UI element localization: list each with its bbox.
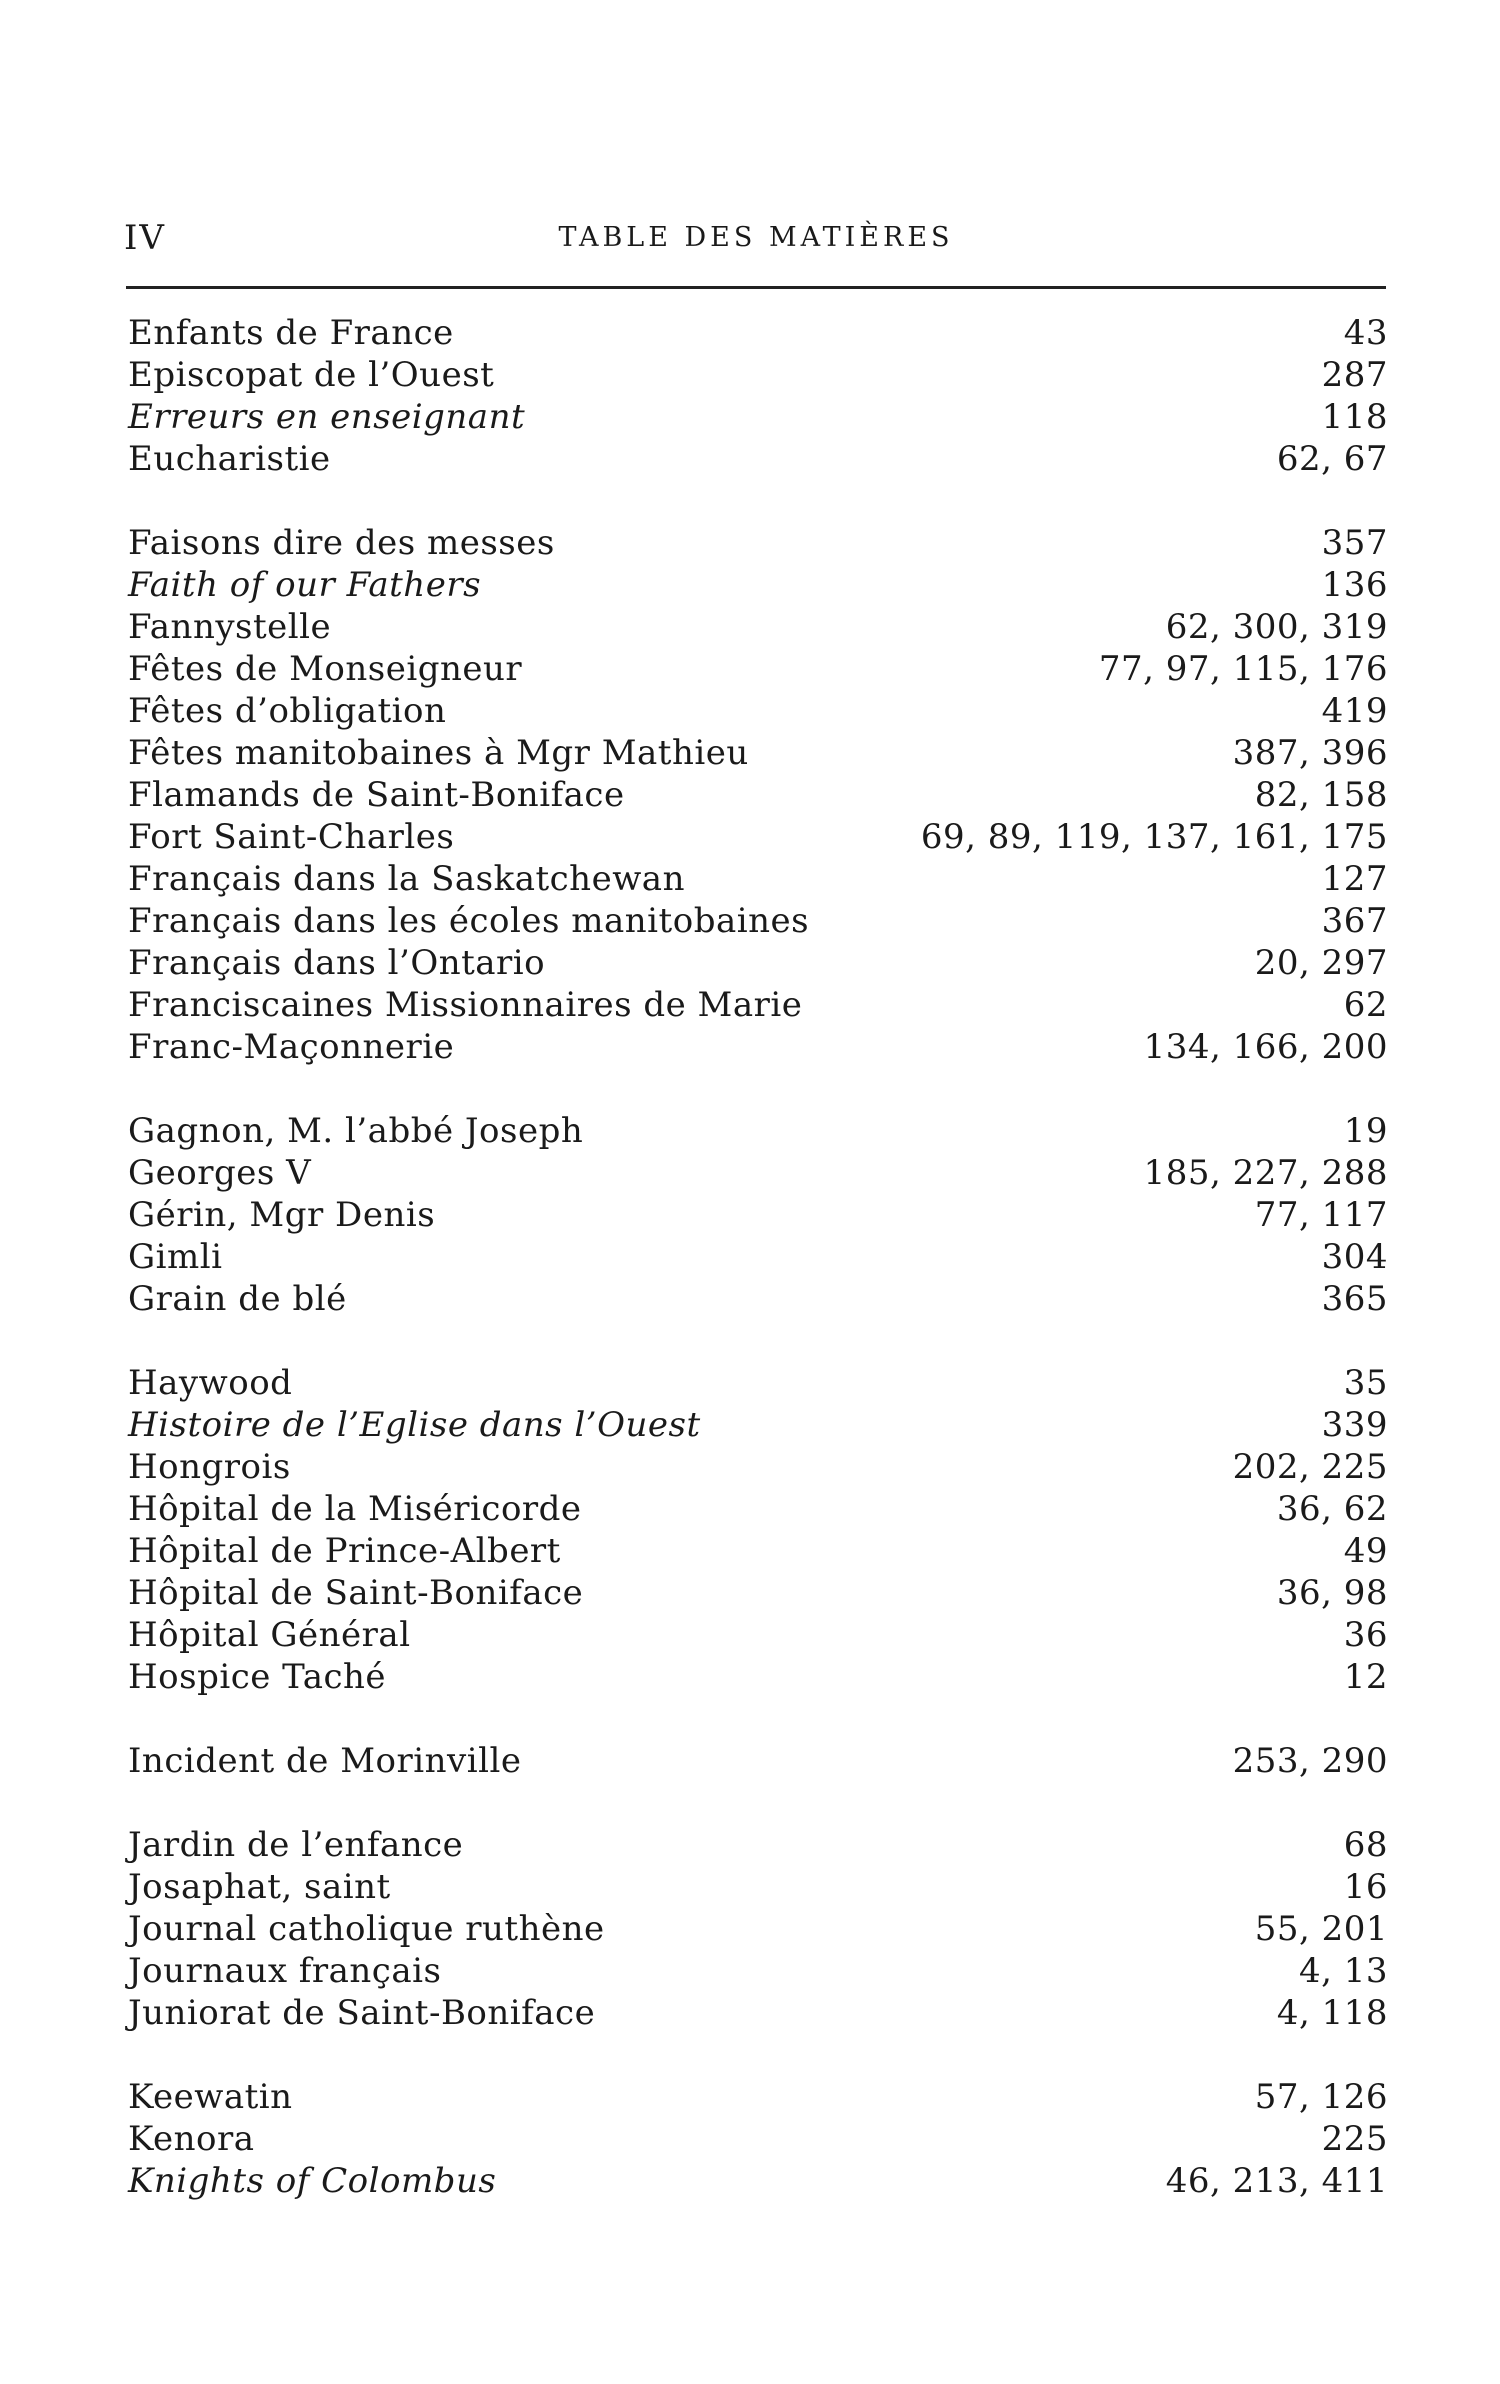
entry-term: Journal catholique ruthène bbox=[128, 1909, 605, 1949]
index-entry bbox=[128, 1446, 1388, 1488]
index-entry bbox=[128, 522, 1388, 564]
entry-term: Franc-Maçonnerie bbox=[128, 1027, 455, 1067]
entry-term: Josaphat, saint bbox=[128, 1867, 391, 1907]
entry-pages: 419 bbox=[1321, 691, 1388, 731]
entry-term: Incident de Morinville bbox=[128, 1741, 522, 1781]
entry-term: Haywood bbox=[128, 1363, 293, 1403]
entry-pages: 36 bbox=[1343, 1615, 1388, 1655]
entry-term: Hôpital de Saint-Boniface bbox=[128, 1573, 584, 1613]
index-group-i bbox=[128, 1740, 1388, 1782]
index-group-f bbox=[128, 522, 1388, 1068]
index-entry bbox=[128, 1194, 1388, 1236]
index-group-e bbox=[128, 312, 1388, 480]
entry-term: Kenora bbox=[128, 2119, 255, 2159]
entry-pages: 12 bbox=[1343, 1657, 1388, 1697]
index-entry bbox=[128, 1110, 1388, 1152]
entry-term: Knights of Colombus bbox=[128, 2161, 497, 2201]
entry-term: Fêtes d’obligation bbox=[128, 691, 447, 731]
entry-pages: 82, 158 bbox=[1254, 775, 1388, 815]
entry-pages: 49 bbox=[1343, 1531, 1388, 1571]
entry-term: Hôpital Général bbox=[128, 1615, 411, 1655]
index-entry bbox=[128, 312, 1388, 354]
entry-pages: 127 bbox=[1321, 859, 1388, 899]
entry-pages: 62, 67 bbox=[1276, 439, 1388, 479]
page-header bbox=[124, 212, 1388, 262]
entry-pages: 136 bbox=[1321, 565, 1388, 605]
index-entry bbox=[128, 858, 1388, 900]
index-group-g bbox=[128, 1110, 1388, 1320]
index-entry bbox=[128, 354, 1388, 396]
index-entry bbox=[128, 1572, 1388, 1614]
index-entry bbox=[128, 816, 1388, 858]
entry-pages: 365 bbox=[1321, 1279, 1388, 1319]
index-entry bbox=[128, 648, 1388, 690]
index-entry bbox=[128, 1950, 1388, 1992]
index-entry bbox=[128, 2076, 1388, 2118]
index-entry bbox=[128, 900, 1388, 942]
page-number: IV bbox=[124, 218, 166, 258]
entry-pages: 287 bbox=[1321, 355, 1388, 395]
entry-term: Grain de blé bbox=[128, 1279, 347, 1319]
index-entry bbox=[128, 396, 1388, 438]
entry-term: Fort Saint-Charles bbox=[128, 817, 455, 857]
entry-pages: 62 bbox=[1343, 985, 1388, 1025]
entry-term: Gagnon, M. l’abbé Joseph bbox=[128, 1111, 584, 1151]
index-entry bbox=[128, 1866, 1388, 1908]
entry-pages: 225 bbox=[1321, 2119, 1388, 2159]
index-entry bbox=[128, 690, 1388, 732]
entry-term: Journaux français bbox=[128, 1951, 442, 1991]
entry-pages: 68 bbox=[1343, 1825, 1388, 1865]
index-entries bbox=[128, 312, 1388, 2244]
index-group-h bbox=[128, 1362, 1388, 1698]
entry-pages: 19 bbox=[1343, 1111, 1388, 1151]
entry-pages: 57, 126 bbox=[1254, 2077, 1388, 2117]
entry-term: Jardin de l’enfance bbox=[128, 1825, 464, 1865]
entry-term: Juniorat de Saint-Boniface bbox=[128, 1993, 596, 2033]
entry-term: Gérin, Mgr Denis bbox=[128, 1195, 436, 1235]
entry-pages: 339 bbox=[1321, 1405, 1388, 1445]
entry-term: Gimli bbox=[128, 1237, 223, 1277]
entry-term: Enfants de France bbox=[128, 313, 454, 353]
entry-pages: 69, 89, 119, 137, 161, 175 bbox=[920, 817, 1388, 857]
entry-pages: 367 bbox=[1321, 901, 1388, 941]
entry-term: Histoire de l’Eglise dans l’Ouest bbox=[128, 1405, 701, 1445]
entry-pages: 16 bbox=[1343, 1867, 1388, 1907]
index-entry bbox=[128, 1992, 1388, 2034]
entry-term: Georges V bbox=[128, 1153, 312, 1193]
entry-pages: 118 bbox=[1321, 397, 1388, 437]
entry-term: Erreurs en enseignant bbox=[128, 397, 526, 437]
entry-pages: 4, 13 bbox=[1298, 1951, 1388, 1991]
entry-term: Eucharistie bbox=[128, 439, 331, 479]
index-entry bbox=[128, 438, 1388, 480]
entry-pages: 4, 118 bbox=[1276, 1993, 1388, 2033]
entry-pages: 77, 117 bbox=[1254, 1195, 1388, 1235]
entry-term: Episcopat de l’Ouest bbox=[128, 355, 495, 395]
index-entry bbox=[128, 1740, 1388, 1782]
index-entry bbox=[128, 1362, 1388, 1404]
entry-pages: 36, 62 bbox=[1276, 1489, 1388, 1529]
entry-term: Franciscaines Missionnaires de Marie bbox=[128, 985, 803, 1025]
entry-pages: 253, 290 bbox=[1232, 1741, 1388, 1781]
index-entry bbox=[128, 1530, 1388, 1572]
entry-pages: 77, 97, 115, 176 bbox=[1098, 649, 1388, 689]
index-entry bbox=[128, 564, 1388, 606]
entry-term: Fannystelle bbox=[128, 607, 332, 647]
index-entry bbox=[128, 774, 1388, 816]
entry-pages: 357 bbox=[1321, 523, 1388, 563]
entry-pages: 35 bbox=[1343, 1363, 1388, 1403]
index-entry bbox=[128, 942, 1388, 984]
index-entry bbox=[128, 732, 1388, 774]
entry-pages: 55, 201 bbox=[1254, 1909, 1388, 1949]
entry-pages: 387, 396 bbox=[1232, 733, 1388, 773]
entry-term: Fêtes de Monseigneur bbox=[128, 649, 523, 689]
index-entry bbox=[128, 1488, 1388, 1530]
index-entry bbox=[128, 984, 1388, 1026]
index-group-k bbox=[128, 2076, 1388, 2202]
entry-pages: 185, 227, 288 bbox=[1143, 1153, 1388, 1193]
entry-term: Hôpital de la Miséricorde bbox=[128, 1489, 582, 1529]
index-entry bbox=[128, 1614, 1388, 1656]
entry-term: Français dans l’Ontario bbox=[128, 943, 546, 983]
entry-term: Hongrois bbox=[128, 1447, 291, 1487]
entry-pages: 62, 300, 319 bbox=[1165, 607, 1388, 647]
index-entry bbox=[128, 1152, 1388, 1194]
index-entry bbox=[128, 2160, 1388, 2202]
running-title: TABLE DES MATIÈRES bbox=[558, 222, 954, 253]
entry-term: Fêtes manitobaines à Mgr Mathieu bbox=[128, 733, 749, 773]
entry-term: Français dans la Saskatchewan bbox=[128, 859, 685, 899]
index-entry bbox=[128, 1404, 1388, 1446]
index-group-j bbox=[128, 1824, 1388, 2034]
entry-pages: 134, 166, 200 bbox=[1143, 1027, 1388, 1067]
index-entry bbox=[128, 2118, 1388, 2160]
index-entry bbox=[128, 1278, 1388, 1320]
index-entry bbox=[128, 1656, 1388, 1698]
entry-pages: 43 bbox=[1343, 313, 1388, 353]
entry-pages: 36, 98 bbox=[1276, 1573, 1388, 1613]
entry-term: Hospice Taché bbox=[128, 1657, 387, 1697]
entry-term: Hôpital de Prince-Albert bbox=[128, 1531, 561, 1571]
index-entry bbox=[128, 1026, 1388, 1068]
entry-pages: 20, 297 bbox=[1254, 943, 1388, 983]
entry-pages: 46, 213, 411 bbox=[1165, 2161, 1388, 2201]
entry-pages: 304 bbox=[1321, 1237, 1388, 1277]
entry-term: Français dans les écoles manitobaines bbox=[128, 901, 810, 941]
index-entry bbox=[128, 1824, 1388, 1866]
header-rule bbox=[126, 286, 1386, 289]
entry-pages: 202, 225 bbox=[1232, 1447, 1388, 1487]
index-entry bbox=[128, 1236, 1388, 1278]
index-entry bbox=[128, 606, 1388, 648]
entry-term: Faisons dire des messes bbox=[128, 523, 555, 563]
entry-term: Faith of our Fathers bbox=[128, 565, 482, 605]
entry-term: Keewatin bbox=[128, 2077, 293, 2117]
entry-term: Flamands de Saint-Boniface bbox=[128, 775, 625, 815]
index-entry bbox=[128, 1908, 1388, 1950]
